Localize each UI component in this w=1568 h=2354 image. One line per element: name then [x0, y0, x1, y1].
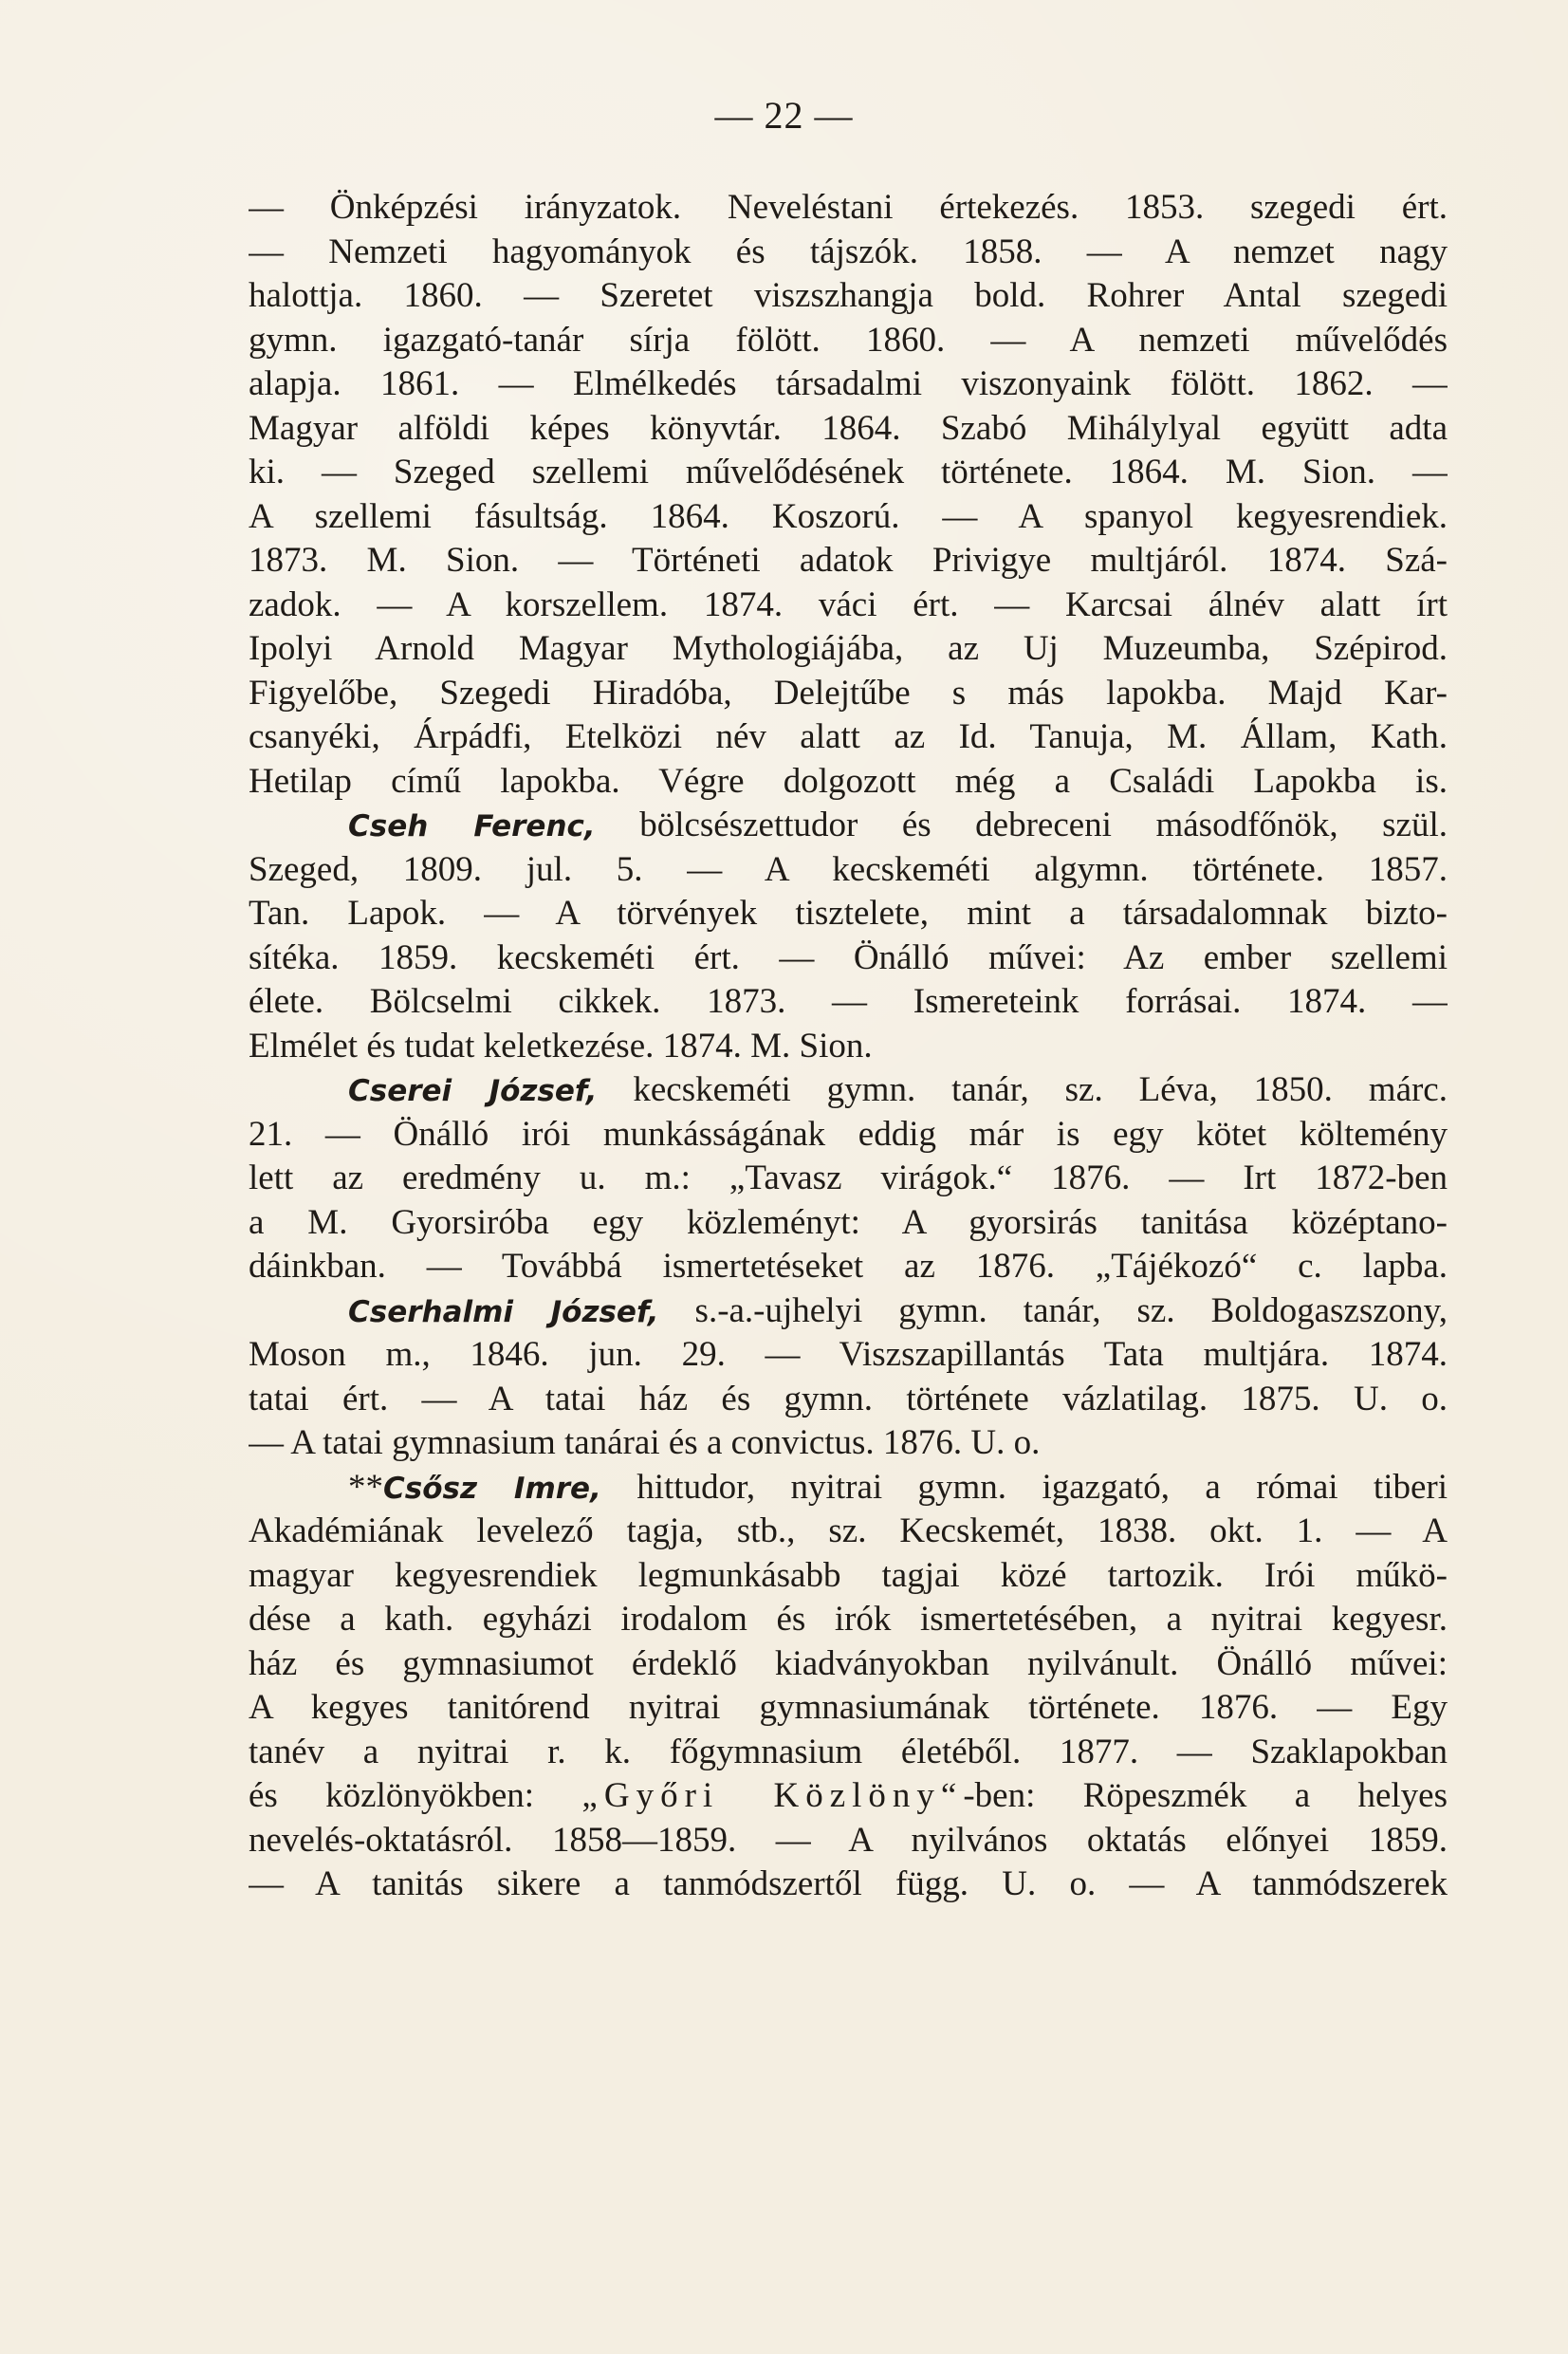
line-text: halottja. 1860. — Szeretet viszszhangja bold. Rohrer Antal szegedi: [249, 276, 1448, 315]
line-text: -ben: Röpeszmék a helyes: [963, 1776, 1448, 1815]
text-line: [249, 1201, 1448, 1246]
text-line: [249, 1554, 1448, 1599]
line-text: hittudor, nyitrai gymn. igazgató, a római tiberi: [600, 1467, 1448, 1507]
text-line: [249, 1157, 1448, 1201]
text-line: [249, 1289, 1448, 1334]
text-line: [249, 715, 1448, 760]
line-text: gymn. igazgató-tanár sírja fölött. 1860. — A nemzeti művelődés: [249, 320, 1448, 360]
line-text: Magyar alföldi képes könyvtár. 1864. Szabó Mihálylyal együtt adta: [249, 408, 1448, 448]
text-line: [249, 760, 1448, 805]
text-line: [249, 1686, 1448, 1731]
text-line: [249, 1378, 1448, 1422]
line-text: tatai ért. — A tatai ház és gymn. története vázlatilag. 1875. U. o.: [249, 1379, 1448, 1418]
line-text: alapja. 1861. — Elmélkedés társadalmi viszonyaink fölött. 1862. —: [249, 364, 1448, 403]
text-line: [249, 627, 1448, 672]
entry-name: Cseh Ferenc,: [348, 809, 596, 843]
text-line: [249, 1333, 1448, 1378]
text-line: [249, 1421, 1448, 1466]
line-text: 1873. M. Sion. — Történeti adatok Privigye multjáról. 1874. Szá-: [249, 541, 1448, 580]
text-line: [249, 319, 1448, 363]
periodical-title: „Győri Közlöny“: [581, 1776, 964, 1815]
text-line: [249, 936, 1448, 981]
text-line: [249, 1245, 1448, 1289]
text-line: [249, 231, 1448, 275]
line-text: csanyéki, Árpádfi, Etelközi név alatt az Id. Tanuja, M. Állam, Kath.: [249, 717, 1448, 756]
line-text: Hetilap című lapokba. Végre dolgozott még a Családi Lapokba is.: [249, 761, 1448, 801]
text-line: [249, 1113, 1448, 1158]
text-line: [249, 1510, 1448, 1554]
line-text: — Nemzeti hagyományok és tájszók. 1858. — A nemzet nagy: [249, 232, 1448, 271]
line-text: Moson m., 1846. jun. 29. — Viszszapillantás Tata multjára. 1874.: [249, 1335, 1448, 1374]
text-line: [249, 804, 1448, 848]
line-text: — A tanitás sikere a tanmódszertől függ. U. o. — A tanmódszerek: [249, 1864, 1448, 1903]
text-line: [249, 848, 1448, 893]
text-line: [249, 362, 1448, 407]
text-line: [249, 1025, 1448, 1069]
entry-name: Cserei József,: [348, 1074, 598, 1108]
text-line: [249, 892, 1448, 936]
line-text: A kegyes tanitórend nyitrai gymnasiumának története. 1876. — Egy: [249, 1688, 1448, 1727]
text-line: [249, 407, 1448, 452]
text-line: [249, 274, 1448, 319]
line-text: Elmélet és tudat keletkezése. 1874. M. Sion.: [249, 1026, 873, 1066]
line-text: — Önképzési irányzatok. Neveléstani értekezés. 1853. szegedi ért.: [249, 188, 1448, 227]
line-text: sítéka. 1859. kecskeméti ért. — Önálló művei: Az ember szellemi: [249, 937, 1448, 977]
text-line: [249, 1642, 1448, 1687]
line-text: ki. — Szeged szellemi művelődésének története. 1864. M. Sion. —: [249, 453, 1448, 491]
text-line: [249, 539, 1448, 584]
line-text: és közlönyökben:: [249, 1776, 582, 1815]
line-text: nevelés-oktatásról. 1858—1859. — A nyilvános oktatás előnyei 1859.: [249, 1820, 1448, 1860]
line-text: ház és gymnasiumot érdeklő kiadványokban nyilvánult. Önálló művei:: [249, 1643, 1448, 1683]
text-line: [249, 584, 1448, 628]
line-text: s.-a.-ujhelyi gymn. tanár, sz. Boldogaszszony,: [658, 1290, 1448, 1330]
text-line: [249, 1863, 1448, 1907]
text-line: [249, 1731, 1448, 1775]
entry-marker: **: [348, 1467, 383, 1507]
line-text: élete. Bölcselmi cikkek. 1873. — Ismereteink forrásai. 1874. —: [249, 982, 1448, 1021]
body-text: [249, 186, 1448, 1907]
text-line: [249, 451, 1448, 495]
text-line: [249, 1466, 1448, 1511]
text-line: [249, 495, 1448, 540]
text-line: [249, 672, 1448, 716]
line-text: Akadémiának levelező tagja, stb., sz. Kecskemét, 1838. okt. 1. — A: [249, 1511, 1448, 1550]
line-text: — A tatai gymnasium tanárai és a convictus. 1876. U. o.: [249, 1423, 1041, 1462]
line-text: A szellemi fásultság. 1864. Koszorú. — A spanyol kegyesrendiek.: [249, 496, 1448, 536]
text-line: [249, 1774, 1448, 1819]
line-text: Ipolyi Arnold Magyar Mythologiájába, az Uj Muzeumba, Szépirod.: [249, 629, 1448, 668]
entry-name: Cserhalmi József,: [348, 1294, 659, 1329]
line-text: lett az eredmény u. m.: „Tavasz virágok.“ 1876. — Irt 1872-ben: [249, 1158, 1448, 1197]
entry-name: Csősz Imre,: [383, 1471, 601, 1506]
line-text: tanév a nyitrai r. k. főgymnasium életéből. 1877. — Szaklapokban: [249, 1732, 1448, 1771]
line-text: a M. Gyorsiróba egy közleményt: A gyorsirás tanitása középtano-: [249, 1202, 1448, 1242]
text-line: [249, 1819, 1448, 1863]
line-text: magyar kegyesrendiek legmunkásabb tagjai közé tartozik. Irói műkö-: [249, 1555, 1448, 1595]
line-text: bölcsészettudor és debreceni másodfőnök, szül.: [595, 806, 1448, 844]
text-line: [249, 186, 1448, 231]
text-line: [249, 1598, 1448, 1642]
line-text: kecskeméti gymn. tanár, sz. Léva, 1850. márc.: [597, 1070, 1448, 1109]
line-text: Tan. Lapok. — A törvények tisztelete, mint a társadalomnak bizto-: [249, 894, 1448, 933]
line-text: Szeged, 1809. jul. 5. — A kecskeméti algymn. története. 1857.: [249, 849, 1448, 889]
line-text: 21. — Önálló irói munkásságának eddig már is egy kötet költemény: [249, 1114, 1448, 1154]
line-text: zadok. — A korszellem. 1874. váci ért. — Karcsai álnév alatt írt: [249, 584, 1448, 624]
line-text: Figyelőbe, Szegedi Hiradóba, Delejtűbe s más lapokba. Majd Kar-: [249, 673, 1448, 713]
page-number: — 22 —: [714, 94, 854, 137]
line-text: dése a kath. egyházi irodalom és irók ismertetésében, a nyitrai kegyesr.: [249, 1600, 1448, 1639]
line-text: dáinkban. — Továbbá ismertetéseket az 1876. „Tájékozó“ c. lapba.: [249, 1247, 1448, 1286]
text-line: [249, 980, 1448, 1025]
text-line: [249, 1068, 1448, 1113]
